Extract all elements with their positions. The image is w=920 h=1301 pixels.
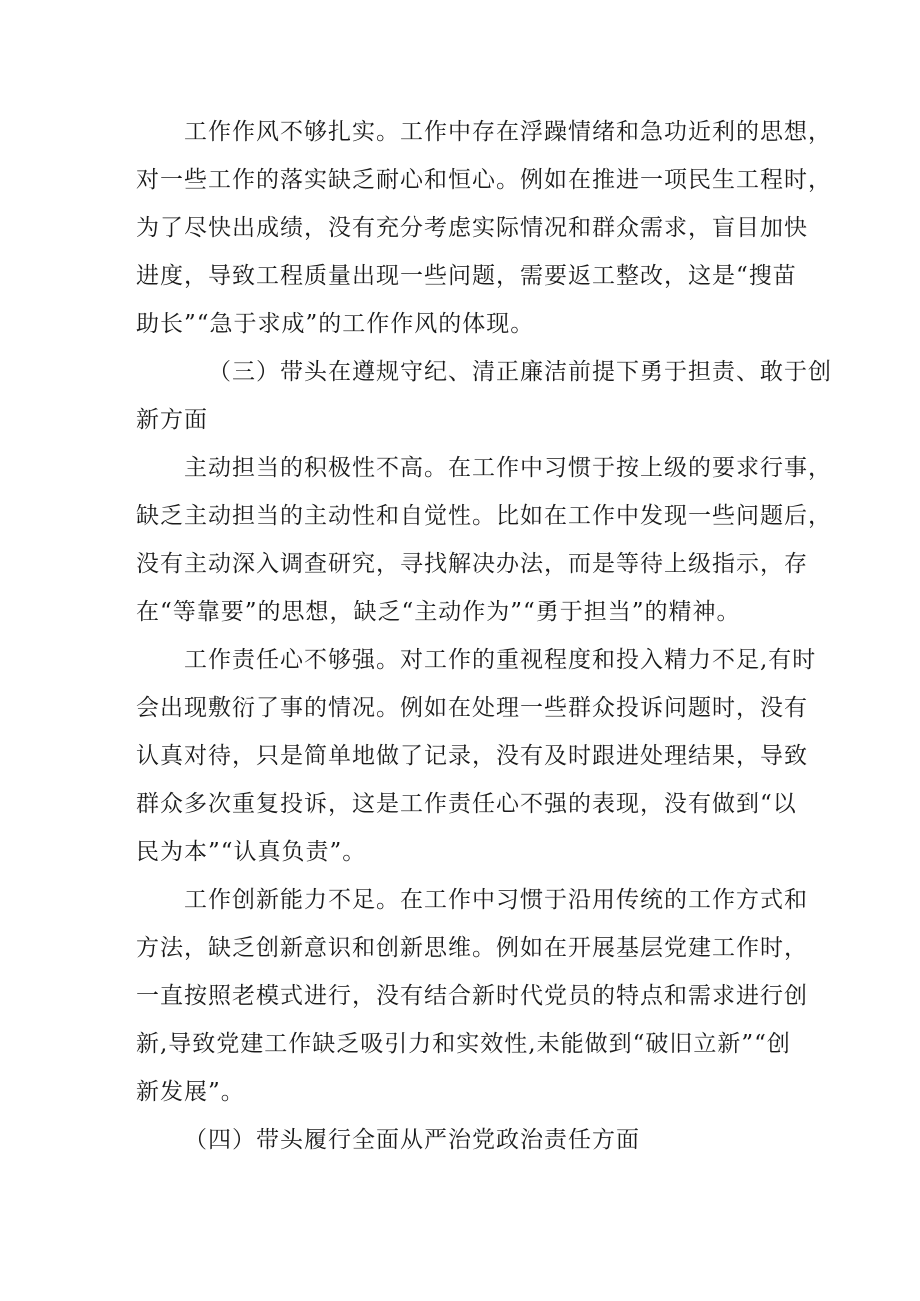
text-line: 一直按照老模式进行，没有结合新时代党员的特点和需求进行创 — [136, 983, 808, 1009]
heading-line: （四）带头履行全面从严治党政治责任方面 — [184, 1127, 640, 1153]
document-body — [136, 108, 832, 1164]
text-line: 新,导致党建工作缺乏吸引力和实效性,未能做到“破旧立新”“创 — [136, 1031, 791, 1057]
text-line: 会出现敷衍了事的情况。例如在处理一些群众投诉问题时，没有 — [136, 695, 808, 721]
text-line: 对一些工作的落实缺乏耐心和恒心。例如在推进一项民生工程时， — [136, 167, 832, 193]
text-line: 为了尽快出成绩，没有充分考虑实际情况和群众需求，盲目加快 — [136, 215, 808, 241]
text-line: 在“等靠要”的思想，缺乏“主动作为”“勇于担当”的精神。 — [136, 599, 741, 625]
text-line: 民为本”“认真负责”。 — [136, 839, 367, 865]
text-line: 工作作风不够扎实。工作中存在浮躁情绪和急功近利的思想， — [184, 119, 832, 145]
text-line: 认真对待，只是简单地做了记录，没有及时跟进处理结果，导致 — [136, 743, 808, 769]
paragraph-initiative — [136, 444, 832, 636]
text-line: 进度，导致工程质量出现一些问题，需要返工整改，这是“搜苗 — [136, 263, 797, 289]
paragraph-responsibility — [136, 636, 817, 876]
paragraph-work-style — [136, 108, 832, 348]
text-line: 新发展”。 — [136, 1079, 245, 1105]
text-line: 没有主动深入调查研究，寻找解决办法，而是等待上级指示，存 — [136, 551, 808, 577]
text-line: 助长”“急于求成”的工作作风的体现。 — [136, 311, 535, 337]
text-line: 群众多次重复投诉，这是工作责任心不强的表现，没有做到“以 — [136, 791, 797, 817]
text-line: 方法，缺乏创新意识和创新思维。例如在开展基层党建工作时， — [136, 935, 808, 961]
text-line: 主动担当的积极性不高。在工作中习惯于按上级的要求行事， — [184, 455, 832, 481]
section-heading-3 — [136, 348, 832, 444]
paragraph-innovation — [136, 876, 808, 1116]
text-line: 工作责任心不够强。对工作的重视程度和投入精力不足,有时 — [184, 647, 817, 673]
text-line: 缺乏主动担当的主动性和自觉性。比如在工作中发现一些问题后， — [136, 503, 832, 529]
heading-line: 新方面 — [136, 407, 208, 433]
section-heading-4 — [136, 1116, 796, 1164]
heading-line: （三）带头在遵规守纪、清正廉洁前提下勇于担责、敢于创 — [208, 359, 832, 385]
text-line: 工作创新能力不足。在工作中习惯于沿用传统的工作方式和 — [184, 887, 808, 913]
